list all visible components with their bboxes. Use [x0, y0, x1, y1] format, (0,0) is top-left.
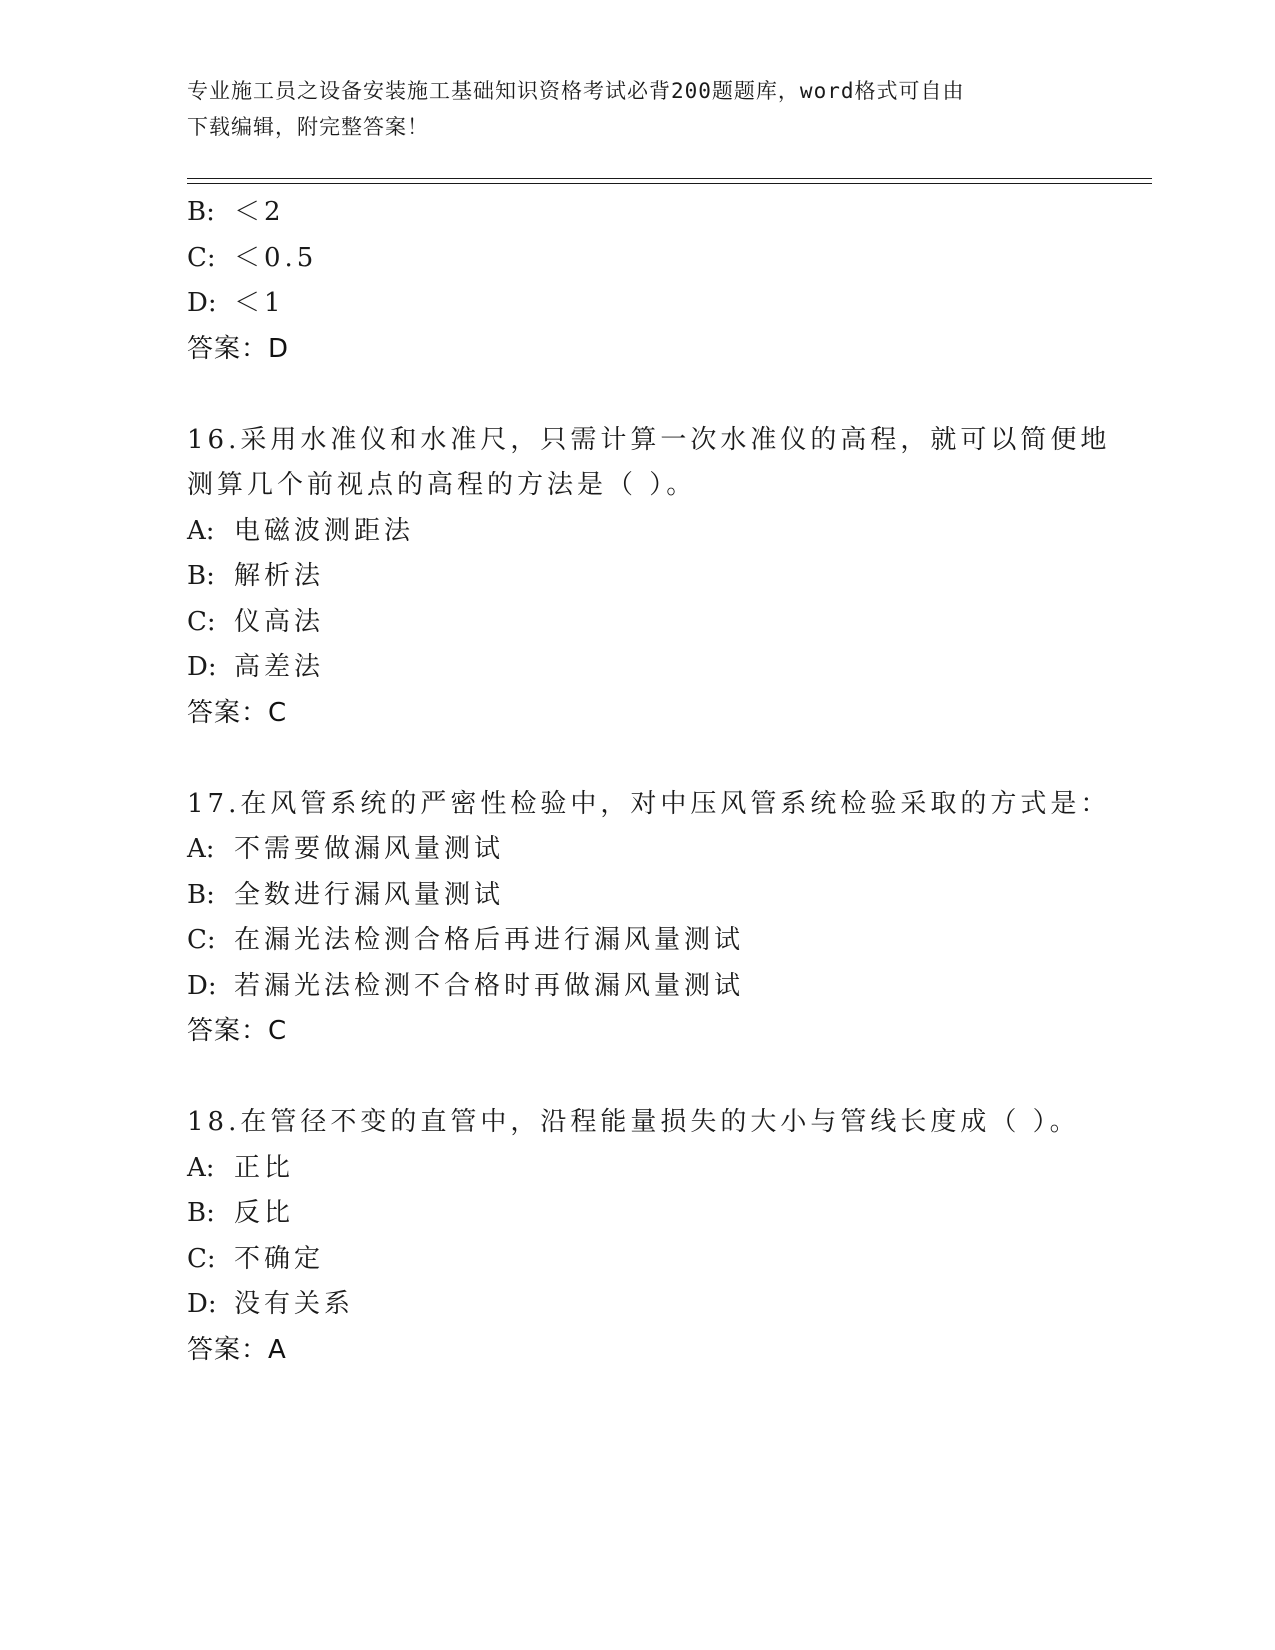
option-text: ＜0.5 [234, 242, 318, 273]
option-letter: C: [187, 1243, 216, 1274]
option-b [187, 190, 1107, 236]
answer-line: 答案：C [187, 697, 288, 728]
spacer [187, 1055, 1107, 1101]
question-17 [187, 782, 1111, 1055]
option-text: 不需要做漏风量测试 [234, 834, 505, 864]
header-title-line-2: 下载编辑，附完整答案！ [187, 115, 429, 139]
question-stem: 18.在管径不变的直管中，沿程能量损失的大小与管线长度成（ ）。 [187, 1107, 1080, 1137]
option-letter: C: [187, 925, 216, 955]
option-letter: D: [187, 288, 217, 318]
answer-line: 答案：C [187, 1016, 288, 1046]
question-content [187, 190, 1111, 1373]
answer-line: 答案：D [187, 333, 290, 364]
option-a [187, 827, 1107, 873]
option-text: 全数进行漏风量测试 [234, 879, 505, 910]
option-text: 解析法 [234, 561, 325, 591]
option-a [187, 509, 1107, 555]
option-d [187, 1282, 1107, 1328]
option-letter: D: [187, 652, 217, 682]
option-letter: A: [187, 515, 215, 546]
document-header [187, 73, 1087, 145]
question-16 [187, 418, 1111, 737]
option-d [187, 964, 1107, 1010]
header-divider [187, 178, 1152, 184]
question-stem: 17.在风管系统的严密性检验中，对中压风管系统检验采取的方式是： [187, 788, 1111, 819]
option-text: 不确定 [234, 1243, 325, 1274]
option-text: 正比 [234, 1152, 295, 1183]
option-letter: B: [187, 879, 215, 910]
option-c [187, 1237, 1107, 1283]
option-c [187, 600, 1107, 646]
option-letter: B: [187, 1198, 215, 1228]
question-15-continued [187, 190, 1107, 372]
option-text: ＜2 [234, 197, 285, 227]
option-d [187, 281, 1107, 327]
option-text: ＜1 [234, 288, 285, 318]
option-letter: C: [187, 242, 216, 273]
option-a [187, 1146, 1107, 1192]
question-stem: 测算几个前视点的高程的方法是（ ）。 [187, 470, 697, 500]
option-letter: B: [187, 561, 215, 591]
option-c [187, 236, 1107, 282]
option-text: 在漏光法检测合格后再进行漏风量测试 [234, 925, 745, 955]
option-text: 反比 [234, 1198, 295, 1228]
spacer [187, 736, 1107, 782]
question-stem: 16.采用水准仪和水准尺，只需计算一次水准仪的高程，就可以简便地 [187, 424, 1111, 455]
option-text: 电磁波测距法 [234, 515, 415, 546]
question-18 [187, 1100, 1107, 1373]
option-letter: A: [187, 1152, 215, 1183]
header-title-line-1: 专业施工员之设备安装施工基础知识资格考试必背200题题库，word格式可自由 [187, 79, 965, 103]
spacer [187, 372, 1107, 418]
option-b [187, 873, 1107, 919]
option-text: 没有关系 [234, 1289, 355, 1319]
option-letter: C: [187, 606, 216, 637]
option-text: 高差法 [234, 652, 325, 682]
option-b [187, 1191, 1107, 1237]
option-letter: D: [187, 1289, 217, 1319]
option-b [187, 554, 1107, 600]
option-letter: B: [187, 197, 215, 227]
option-letter: D: [187, 970, 217, 1001]
option-text: 仪高法 [234, 606, 325, 637]
option-text: 若漏光法检测不合格时再做漏风量测试 [234, 970, 745, 1001]
option-c [187, 918, 1107, 964]
option-d [187, 645, 1107, 691]
answer-line: 答案：A [187, 1334, 287, 1365]
option-letter: A: [187, 834, 215, 864]
